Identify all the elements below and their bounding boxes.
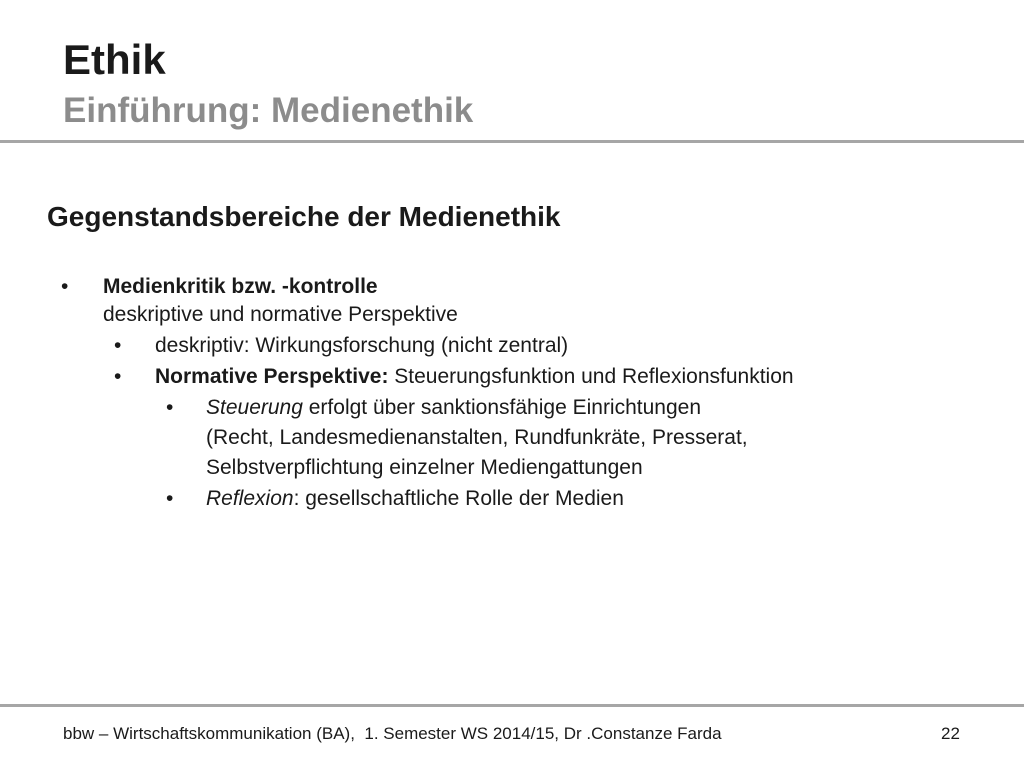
list-item-italic-term: Steuerung <box>206 396 303 419</box>
footer-text: bbw – Wirtschaftskommunikation (BA), 1. Semester WS 2014/15, Dr .Constanze Farda <box>63 724 722 743</box>
list-item-text: Steuerungsfunktion und Reflexionsfunktion <box>388 365 794 388</box>
list-item-level3-continuation: Selbstverpflichtung einzelner Mediengattungen <box>206 456 643 479</box>
page-number: 22 <box>941 724 960 743</box>
footer-divider <box>0 704 1024 707</box>
list-item-level3-continuation: (Recht, Landesmedienanstalten, Rundfunkräte, Presserat, <box>206 426 748 449</box>
bullet-marker: • <box>61 275 69 298</box>
list-item-text: : gesellschaftliche Rolle der Medien <box>293 487 624 510</box>
list-item-bold-label: Normative Perspektive: <box>155 365 389 388</box>
list-item-level1-label: Medienkritik bzw. -kontrolle <box>103 275 378 298</box>
list-item-level1-continuation: deskriptive und normative Perspektive <box>103 303 458 326</box>
bullet-marker: • <box>166 396 174 419</box>
bullet-marker: • <box>114 334 122 357</box>
list-item-level3 <box>206 486 624 512</box>
bullet-marker: • <box>114 365 122 388</box>
header-divider <box>0 140 1024 143</box>
bullet-marker: • <box>166 487 174 510</box>
slide-title: Ethik <box>63 36 166 83</box>
section-heading: Gegenstandsbereiche der Medienethik <box>47 201 561 232</box>
slide-subtitle: Einführung: Medienethik <box>63 91 474 130</box>
list-item-level3 <box>206 395 701 421</box>
list-item-level2 <box>155 364 794 390</box>
list-item-text: erfolgt über sanktionsfähige Einrichtungen <box>302 396 702 419</box>
list-item-italic-term: Reflexion <box>206 487 294 510</box>
list-item-level2: deskriptiv: Wirkungsforschung (nicht zentral) <box>155 334 569 357</box>
